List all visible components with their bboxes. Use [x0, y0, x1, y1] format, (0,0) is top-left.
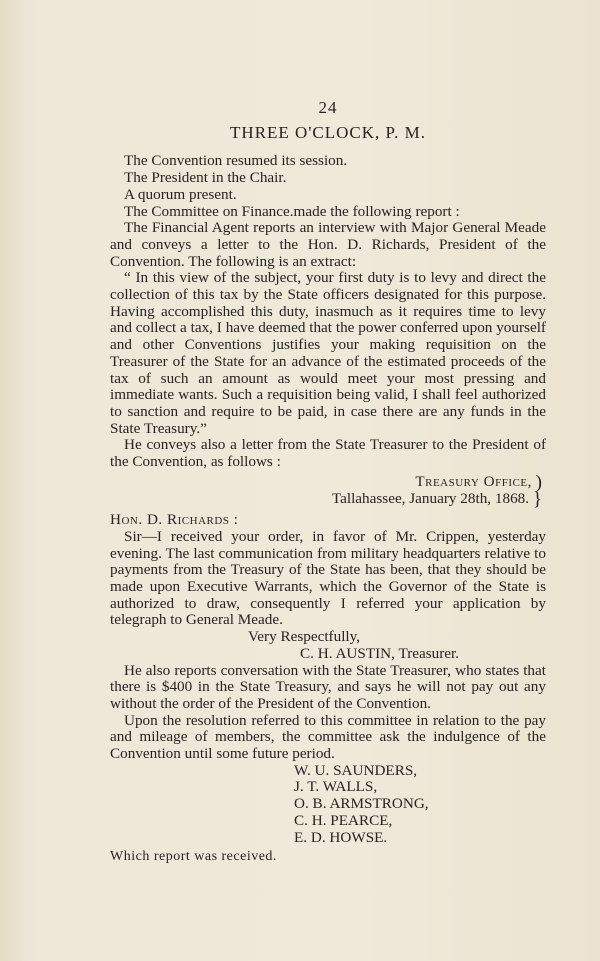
letter-place-date: Tallahassee, January 28th, 1868. [331, 490, 530, 508]
letter-office: Treasury Office, [415, 472, 532, 490]
signature-line: J. T. WALLS, [294, 778, 378, 796]
letter-body: Sir—I received your order, in favor of Mr. Crippen, yesterday evening. The last communication from military headquarters relative to payments from the Treasury of the State has been, that they should be made upon Executive Warrants, which the Governor of the State is authorized to draw, consequently I referred your application by telegraph to General Meade. [110, 527, 546, 629]
salutation: Hon. D. Richards : [110, 511, 239, 529]
letter-heading [110, 471, 546, 511]
conveys-paragraph: He conveys also a letter from the State Treasurer to the President of the Convention, as follows : [110, 436, 546, 471]
proceeding-line: A quorum present. [124, 185, 237, 203]
letter-signer: C. H. AUSTIN, Treasurer. [300, 644, 460, 662]
proceeding-line: The Convention resumed its session. [124, 152, 348, 170]
brace-bottom: } [532, 489, 542, 511]
reports-paragraph: He also reports conversation with the State Treasurer, who states that there is $400 in the State Treasury, and says he will not pay out any without the order of the President of the Convention. [110, 661, 546, 712]
report-paragraph: The Financial Agent reports an interview with Major General Meade and conveys a letter to the Hon. D. Richards, President of the Convention. The following is an extract: [110, 219, 546, 270]
page-text [110, 100, 546, 866]
page-number: 24 [318, 98, 338, 117]
closing-line: Which report was received. [110, 849, 277, 865]
signature-line: W. U. SAUNDERS, [294, 761, 418, 779]
signature-line: O. B. ARMSTRONG, [294, 795, 429, 813]
brace-top: ) [535, 471, 542, 493]
extract-paragraph: “ In this view of the subject, your first duty is to levy and direct the collection of this tax by the State officers designated for this purpose. Having accomplished this duty, inasmuch as it requires time to levy and collect a tax, I have deemed that the power conferred upon yourself and other Conventions justifies your making requisition on the Treasurer of the State for an advance of the estimated proceeds of the tax of such an amount as would meet your most pressing and immediate wants. Such a requisition being valid, I shall feel authorized to sanction and require to be paid, in case there are any funds in the State Treasury.” [110, 269, 546, 437]
signature-line: E. D. HOWSE. [294, 828, 388, 846]
resolution-paragraph: Upon the resolution referred to this committee in relation to the pay and mileage of members, the committee ask the indulgence of the Convention until some future period. [110, 711, 546, 763]
committee-signatures [110, 763, 546, 847]
section-heading: THREE O'CLOCK, P. M. [230, 122, 426, 142]
proceeding-line: The President in the Chair. [124, 169, 287, 187]
proceeding-line: The Committee on Finance.made the following report : [124, 202, 460, 220]
sign-off: Very Respectfully, [248, 628, 361, 646]
signature-line: C. H. PEARCE, [294, 811, 393, 829]
